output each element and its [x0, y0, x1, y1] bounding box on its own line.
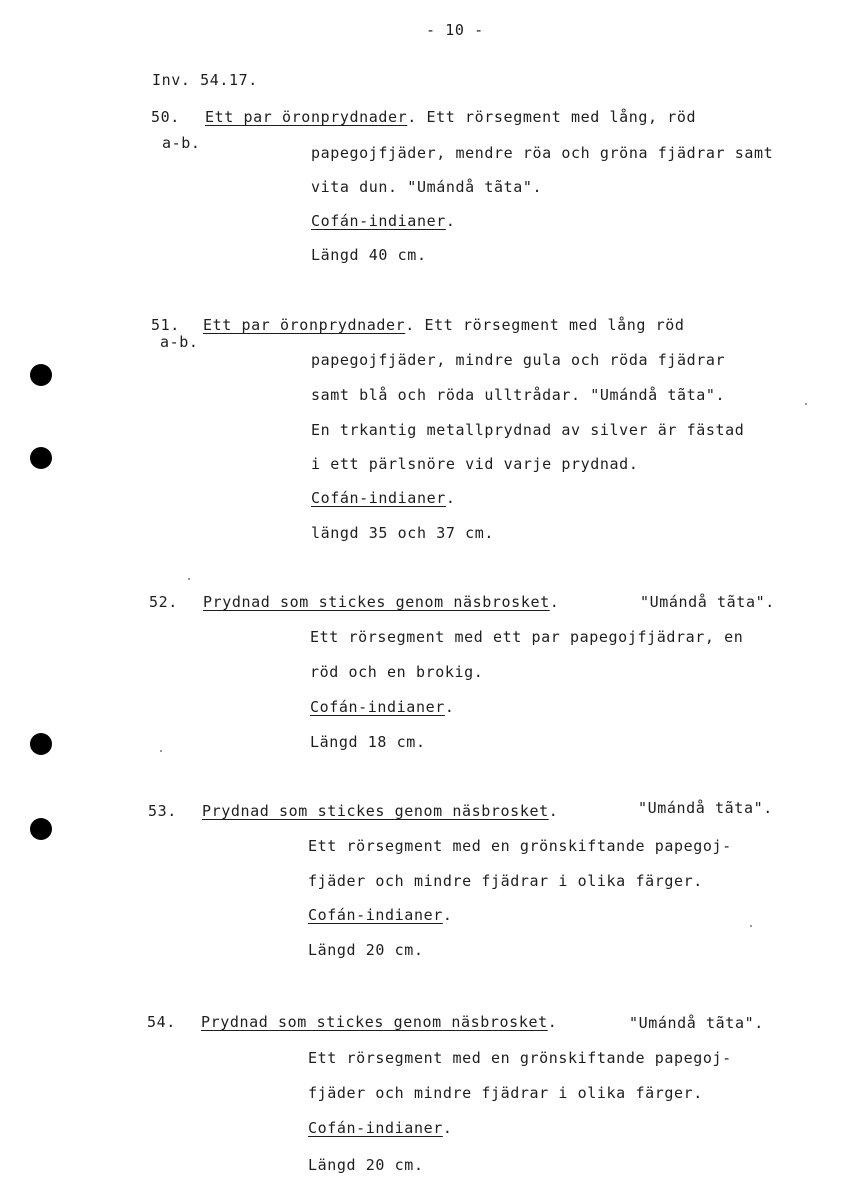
entry-first-line: [201, 1013, 557, 1031]
entry-number: 50.: [151, 108, 180, 126]
entry-text-line: vita dun. "Umándå tãta".: [311, 178, 543, 196]
entry-text-line: Ett rörsegment med ett par papegojfjädrar, en: [310, 628, 744, 646]
entry-title: Ett par öronprydnader: [203, 316, 406, 334]
entry-title: Prydnad som stickes genom näsbrosket: [201, 1013, 548, 1031]
scan-speck: [188, 578, 190, 580]
entry-first-line-rest: .: [548, 802, 559, 820]
entry-sub-label: a-b.: [160, 333, 199, 351]
page-number: - 10 -: [426, 21, 484, 39]
entry-text-line: En trkantig metallprydnad av silver är fästad: [311, 421, 745, 439]
entry-first-line: [203, 593, 559, 611]
entry-first-line-rest: . Ett rörsegment med lång röd: [405, 316, 685, 334]
entry-text-line: fjäder och mindre fjädrar i olika färger.: [308, 872, 703, 890]
punch-hole: [30, 447, 52, 469]
entry-length: Längd 20 cm.: [308, 941, 424, 959]
entry-first-line-rest: .: [549, 593, 560, 611]
entry-first-line: [202, 802, 558, 820]
entry-text-line: samt blå och röda ulltrådar. "Umándå tãta".: [311, 386, 726, 404]
entry-first-line-rest: . Ett rörsegment med lång, röd: [407, 108, 697, 126]
entry-title: Prydnad som stickes genom näsbrosket: [202, 802, 549, 820]
punch-hole: [30, 364, 52, 386]
entry-text-line: Ett rörsegment med en grönskiftande papegoj-: [308, 1049, 732, 1067]
entry-culture-line: Cofán-indianer.: [308, 1119, 453, 1137]
entry-culture-line: Cofán-indianer.: [310, 698, 455, 716]
entry-number: 54.: [147, 1013, 176, 1031]
entry-culture: Cofán-indianer: [308, 1119, 443, 1137]
entry-first-line-rest: .: [547, 1013, 558, 1031]
scan-speck: [750, 925, 752, 927]
entry-title: Ett par öronprydnader: [205, 108, 408, 126]
entry-culture: Cofán-indianer: [311, 489, 446, 507]
entry-sub-label: a-b.: [162, 134, 201, 152]
scan-speck: [805, 403, 807, 405]
entry-text-line: i ett pärlsnöre vid varje prydnad.: [311, 455, 639, 473]
entry-culture-line: Cofán-indianer.: [308, 906, 453, 924]
punch-hole: [30, 818, 52, 840]
entry-quote: "Umándå tãta".: [640, 593, 775, 611]
entry-length: Längd 40 cm.: [311, 246, 427, 264]
entry-text-line: papegojfjäder, mindre gula och röda fjädrar: [311, 351, 726, 369]
entry-text-line: papegojfjäder, mendre röa och gröna fjädrar samt: [311, 144, 774, 162]
punch-hole: [30, 733, 52, 755]
scan-speck: [160, 750, 162, 752]
entry-text-line: fjäder och mindre fjädrar i olika färger.: [308, 1084, 703, 1102]
entry-text-line: Ett rörsegment med en grönskiftande papegoj-: [308, 837, 732, 855]
entry-first-line: [205, 108, 696, 126]
entry-title: Prydnad som stickes genom näsbrosket: [203, 593, 550, 611]
entry-number: 51.: [151, 316, 180, 334]
entry-length: längd 35 och 37 cm.: [311, 524, 494, 542]
entry-culture: Cofán-indianer: [311, 212, 446, 230]
entry-length: Längd 20 cm.: [308, 1156, 424, 1174]
entry-culture-line: Cofán-indianer.: [311, 489, 456, 507]
entry-number: 53.: [148, 802, 177, 820]
inventory-number: Inv. 54.17.: [152, 71, 258, 89]
entry-first-line: [203, 316, 685, 334]
entry-text-line: röd och en brokig.: [310, 663, 484, 681]
entry-culture: Cofán-indianer: [308, 906, 443, 924]
entry-quote: "Umándå tãta".: [629, 1014, 764, 1032]
entry-number: 52.: [149, 593, 178, 611]
entry-quote: "Umándå tãta".: [638, 799, 773, 817]
entry-culture: Cofán-indianer: [310, 698, 445, 716]
entry-culture-line: Cofán-indianer.: [311, 212, 456, 230]
entry-length: Längd 18 cm.: [310, 733, 426, 751]
